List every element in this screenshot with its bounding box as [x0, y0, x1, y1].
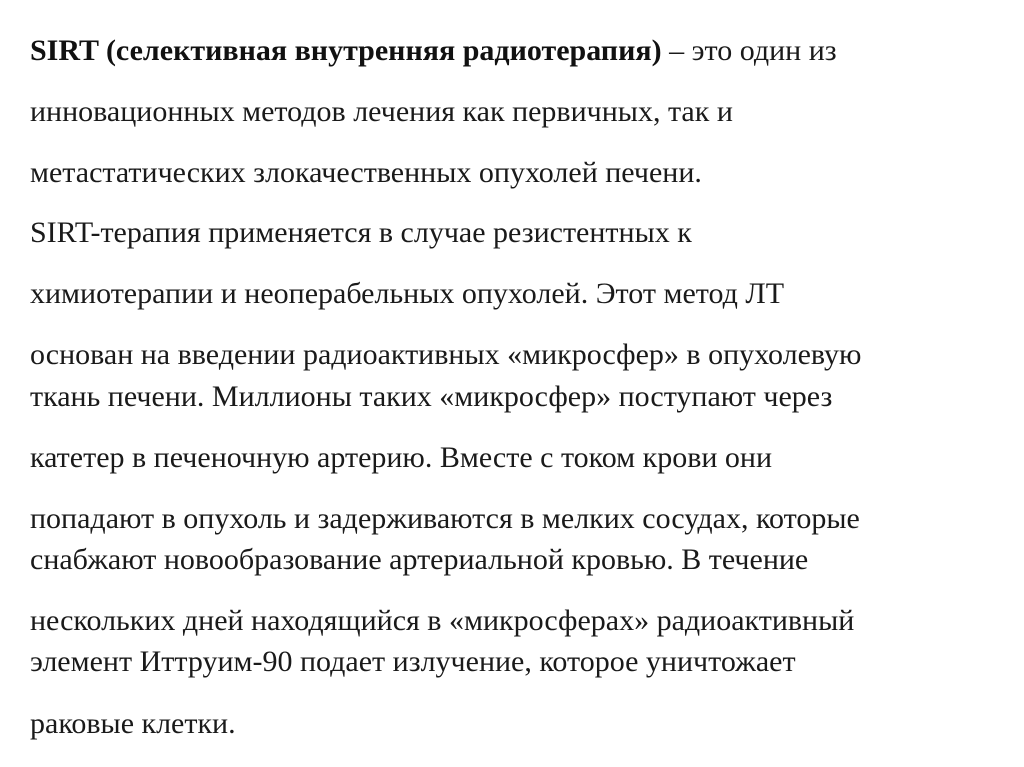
text-line-8: катетер в печеночную артерию. Вместе с током крови они [30, 441, 773, 474]
text-line-1 [30, 34, 837, 68]
text-line-10: снабжают новообразование артериальной кровью. В течение [30, 543, 809, 576]
text-line-7: ткань печени. Миллионы таких «микросфер» поступают через [30, 380, 833, 413]
text-line-11: нескольких дней находящийся в «микросферах» радиоактивный [30, 604, 855, 637]
text-line-2: инновационных методов лечения как первичных, так и [30, 95, 733, 128]
text-line-3: метастатических злокачественных опухолей печени. [30, 156, 702, 189]
text-line-6: основан на введении радиоактивных «микросфер» в опухолевую [30, 338, 862, 371]
text-line-9: попадают в опухоль и задерживаются в мелких сосудах, которые [30, 502, 860, 535]
text-line-1-rest: – это один из [661, 34, 837, 67]
text-line-4: SIRT-терапия применяется в случае резистентных к [30, 216, 692, 249]
text-line-5: химиотерапии и неоперабельных опухолей. Этот метод ЛТ [30, 277, 785, 310]
sirt-term: SIRT (селективная внутренняя радиотерапия) [30, 34, 662, 67]
text-line-12: элемент Иттруим-90 подает излучение, которое уничтожает [30, 645, 796, 678]
text-line-13: раковые клетки. [30, 707, 236, 740]
